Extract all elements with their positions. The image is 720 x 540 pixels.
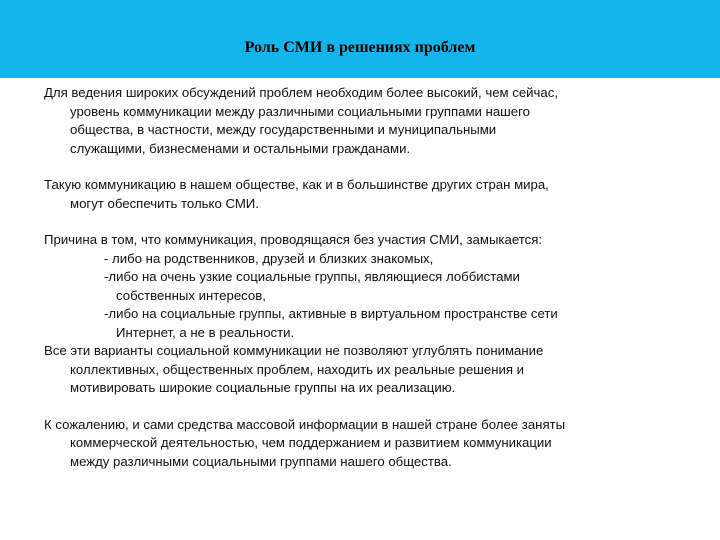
text-line: могут обеспечить только СМИ. [70,195,259,211]
paragraph-reason [44,231,694,342]
slide-title: Роль СМИ в решениях проблем [244,39,476,56]
list-item: - либо на родственников, друзей и близких знакомых, [104,250,434,266]
text-line: мотивировать широкие социальные группы на их реализацию. [70,380,456,395]
text-line: уровень коммуникации между различными социальными группами нашего [70,103,530,119]
text-line: коммерческой деятельностью, чем поддержанием и развитием коммуникации [70,435,552,450]
paragraph-communication-level [44,84,694,158]
slide-body [44,84,694,471]
paragraph-media-role [44,176,694,213]
text-line: между различными социальными группами нашего общества. [70,453,452,469]
paragraph-regret [44,416,694,472]
text-line: общества, в частности, между государственными и муниципальными [70,122,497,137]
text-line: Для ведения широких обсуждений проблем необходим более высокий, чем сейчас, [44,85,559,100]
text-line: Такую коммуникацию в нашем обществе, как и в большинстве других стран мира, [44,177,549,192]
text-line: коллективных, общественных проблем, находить их реальные решения и [70,361,525,377]
paragraph-variants [44,342,694,398]
text-line: служащими, бизнесменами и остальными гражданами. [70,140,411,156]
text-line: К сожалению, и сами средства массовой информации в нашей стране более заняты [44,416,566,432]
list-item: -либо на очень узкие социальные группы, являющиеся лоббистами [104,269,520,284]
list-item-continuation: Интернет, а не в реальности. [116,324,295,340]
list-item: -либо на социальные группы, активные в виртуальном пространстве сети [104,306,558,321]
text-line: Причина в том, что коммуникация, проводящаяся без участия СМИ, замыкается: [44,232,543,247]
list-item-continuation: собственных интересов, [116,287,266,303]
text-line: Все эти варианты социальной коммуникации не позволяют углублять понимание [44,343,544,358]
